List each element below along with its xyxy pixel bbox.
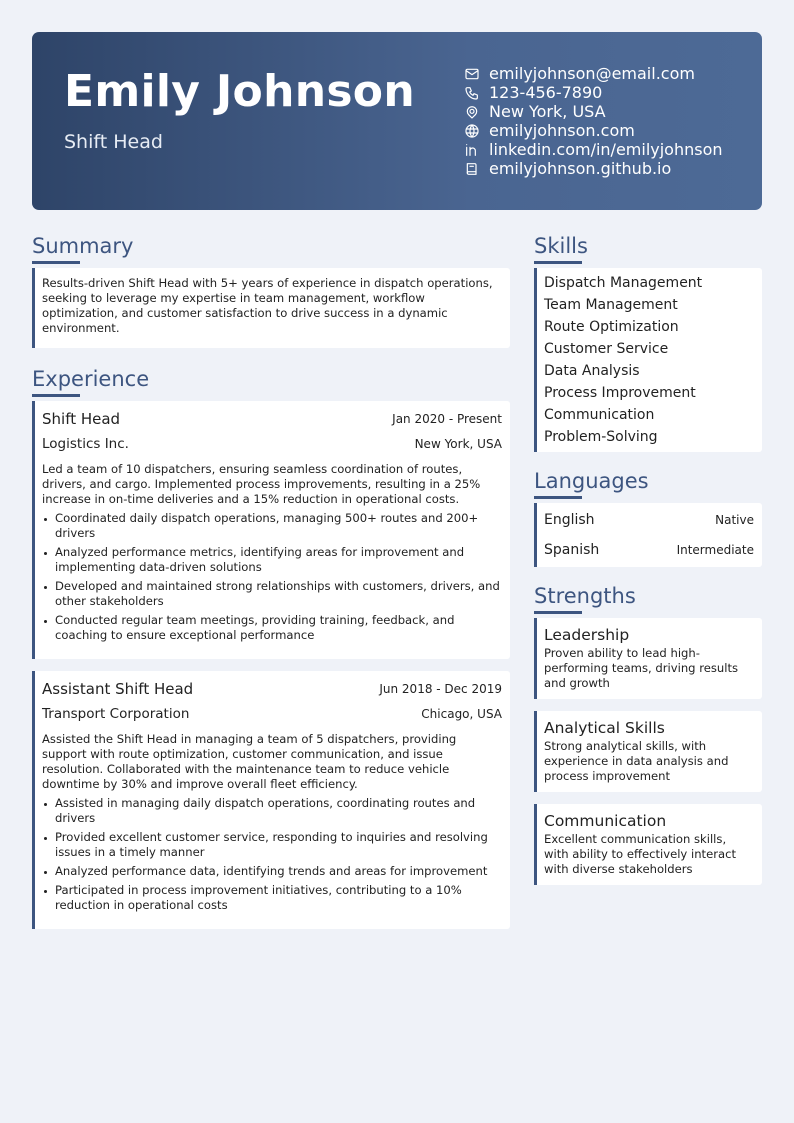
skill-item: Team Management — [544, 297, 678, 313]
candidate-title: Shift Head — [64, 131, 163, 153]
experience-company: Logistics Inc. — [42, 436, 129, 452]
summary-card — [32, 268, 510, 348]
experience-location: New York, USA — [414, 437, 502, 451]
experience-location: Chicago, USA — [421, 707, 502, 721]
contact-email[interactable] — [464, 64, 723, 83]
experience-bullet: Developed and maintained strong relationships with customers, drivers, and other stakeholders — [42, 579, 502, 609]
language-name: Spanish — [544, 542, 600, 558]
skills-heading-underline — [534, 261, 582, 264]
summary-heading: Summary — [32, 234, 134, 258]
languages-heading-underline — [534, 496, 582, 499]
contact-github-text: emilyjohnson.github.io — [489, 159, 672, 178]
skill-item: Route Optimization — [544, 319, 679, 335]
skills-card — [534, 268, 762, 452]
skill-item: Problem-Solving — [544, 429, 658, 445]
strength-description: Excellent communication skills, with ability to effectively interact with diverse stakeholders — [544, 832, 737, 876]
side-column — [534, 232, 762, 897]
strength-title: Leadership — [544, 626, 630, 644]
contact-phone[interactable] — [464, 83, 723, 102]
language-level: Native — [715, 513, 754, 527]
strengths-heading: Strengths — [534, 584, 636, 608]
experience-description: Assisted the Shift Head in managing a team of 5 dispatchers, providing support with route optimization, customer communication, and issue resolution. Collaborated with the maintenance team to reduce vehicle downtime by 30% and improve overall fleet efficiency. — [42, 732, 457, 791]
main-column — [32, 232, 510, 941]
experience-bullet: Analyzed performance data, identifying trends and areas for improvement — [42, 864, 502, 879]
language-level: Intermediate — [676, 543, 754, 557]
language-row — [544, 535, 754, 565]
strength-title: Communication — [544, 812, 667, 830]
skills-heading: Skills — [534, 234, 588, 258]
experience-bullet: Coordinated daily dispatch operations, managing 500+ routes and 200+ drivers — [42, 511, 502, 541]
strength-description: Proven ability to lead high-performing teams, driving results and growth — [544, 646, 739, 690]
experience-bullets — [42, 796, 502, 913]
skill-item: Communication — [544, 407, 655, 423]
summary-heading-underline — [32, 261, 80, 264]
experience-heading: Experience — [32, 367, 150, 391]
skill-item: Customer Service — [544, 341, 669, 357]
experience-role: Assistant Shift Head — [42, 680, 194, 698]
globe-icon — [464, 123, 480, 139]
experience-bullets — [42, 511, 502, 643]
languages-card — [534, 503, 762, 567]
linkedin-icon — [464, 142, 480, 158]
github-icon — [464, 161, 480, 177]
language-row — [544, 505, 754, 535]
experience-item — [32, 401, 510, 659]
experience-description: Led a team of 10 dispatchers, ensuring seamless coordination of routes, drivers, and cargo. Implemented process improvements, resulting in a 25% increase in on-time deliveries and a 15% reduction in operational costs. — [42, 462, 481, 506]
strength-title: Analytical Skills — [544, 719, 665, 737]
experience-bullet: Provided excellent customer service, responding to inquiries and resolving issues in a timely manner — [42, 830, 502, 860]
experience-role: Shift Head — [42, 410, 121, 428]
languages-heading: Languages — [534, 469, 649, 493]
contact-linkedin-text: linkedin.com/in/emilyjohnson — [489, 140, 723, 159]
location-pin-icon — [464, 104, 480, 120]
resume-header — [32, 32, 762, 210]
skill-item: Dispatch Management — [544, 275, 703, 291]
mail-icon — [464, 66, 480, 82]
contact-location — [464, 102, 723, 121]
summary-text: Results-driven Shift Head with 5+ years of experience in dispatch operations, seeking to leverage my expertise in team management, workflow optimization, and customer satisfaction to drive success in a dynamic environment. — [42, 276, 493, 335]
strength-card — [534, 711, 762, 792]
strengths-heading-underline — [534, 611, 582, 614]
experience-company: Transport Corporation — [42, 706, 190, 722]
experience-bullet: Assisted in managing daily dispatch operations, coordinating routes and drivers — [42, 796, 502, 826]
experience-heading-underline — [32, 394, 80, 397]
language-name: English — [544, 512, 595, 528]
skill-item: Process Improvement — [544, 385, 696, 401]
experience-dates: Jan 2020 - Present — [392, 412, 502, 426]
contact-email-text: emilyjohnson@email.com — [489, 64, 695, 83]
experience-bullet: Conducted regular team meetings, providing training, feedback, and coaching to ensure exceptional performance — [42, 613, 502, 643]
experience-bullet: Participated in process improvement initiatives, contributing to a 10% reduction in operational costs — [42, 883, 502, 913]
experience-bullet: Analyzed performance metrics, identifying areas for improvement and implementing data-driven solutions — [42, 545, 502, 575]
contact-website-text: emilyjohnson.com — [489, 121, 635, 140]
contact-location-text: New York, USA — [489, 102, 606, 121]
strength-card — [534, 804, 762, 885]
candidate-name: Emily Johnson — [64, 66, 415, 117]
contact-phone-text: 123-456-7890 — [489, 83, 603, 102]
strength-card — [534, 618, 762, 699]
contact-website[interactable] — [464, 121, 723, 140]
contact-github[interactable] — [464, 159, 723, 178]
strength-description: Strong analytical skills, with experience in data analysis and process improvement — [544, 739, 729, 783]
contact-list — [464, 64, 723, 178]
phone-icon — [464, 85, 480, 101]
contact-linkedin[interactable] — [464, 140, 723, 159]
experience-dates: Jun 2018 - Dec 2019 — [379, 682, 502, 696]
skill-item: Data Analysis — [544, 363, 640, 379]
experience-item — [32, 671, 510, 929]
